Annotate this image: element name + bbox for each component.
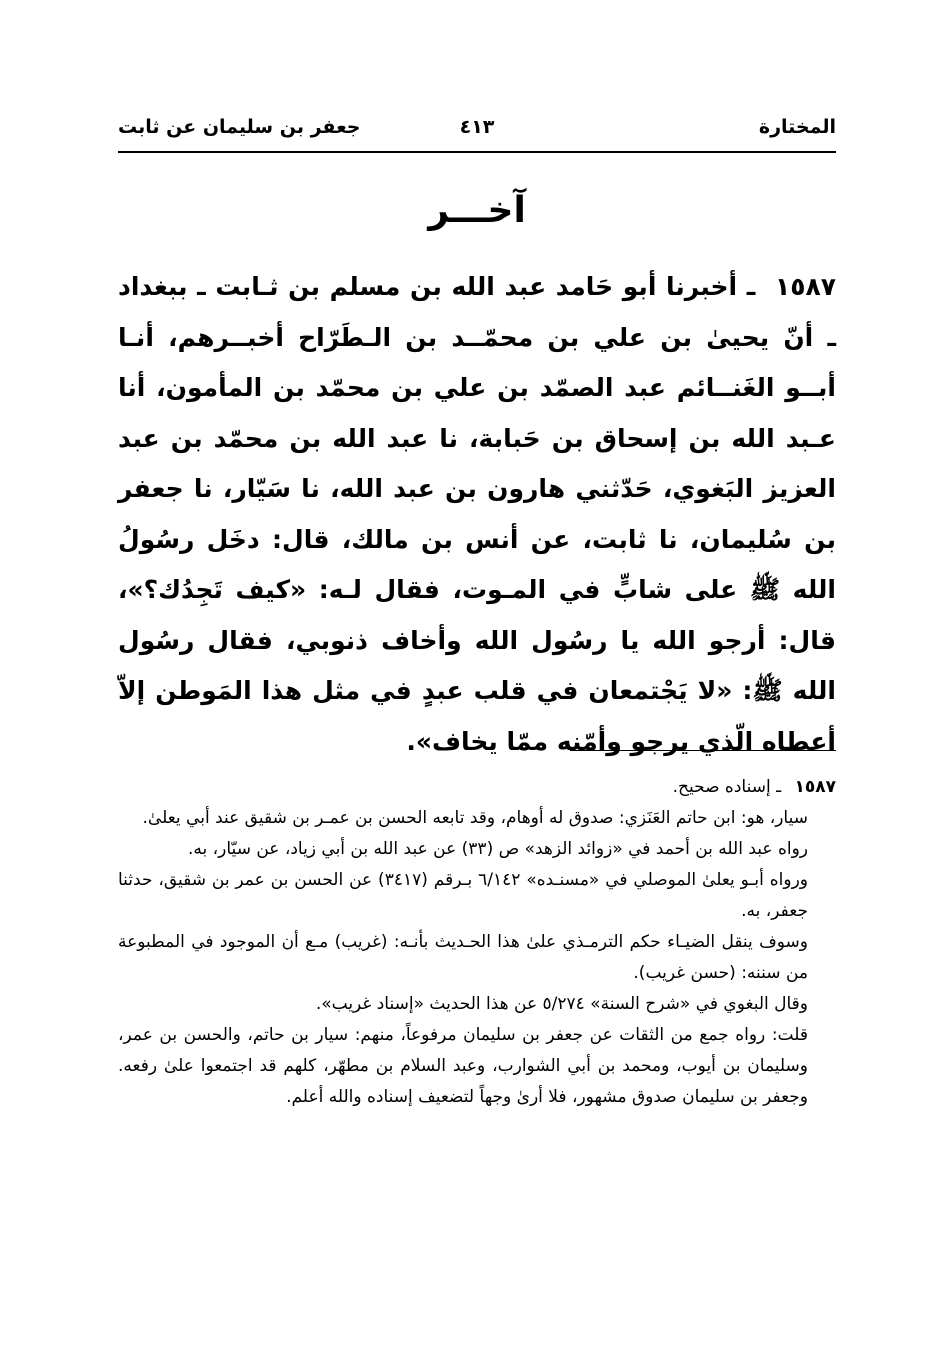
page-number: ٤١٣: [459, 116, 495, 138]
page-header: [118, 112, 836, 148]
footnote-paragraph: وقال البغوي في «شرح السنة» ٥/٢٧٤ عن هذا الحديث «إسناد غريب».: [315, 994, 808, 1014]
section-title: آخـــر: [428, 190, 526, 231]
footnote-divider: [570, 750, 836, 751]
footnote-grading: ـ إسناده صحيح.: [672, 777, 782, 797]
footnote-paragraph: قلت: رواه جمع من الثقات عن جعفر بن سليمان مرفوعاً، منهم: سيار بن حاتم، والحسن بن عمر، وسليمان بن أيوب، ومحمد بن أبي الشوارب، وعبد السلام بن مطهّر، كلهم قد اجتمعوا علىٰ رفعه. وجعفر بن سليمان صدوق مشهور، فلا أرىٰ وجهاً لتضعيف إسناده والله أعلم.: [118, 1025, 808, 1107]
footnote-paragraph: رواه عبد الله بن أحمد في «زوائد الزهد» ص (٣٣) عن عبد الله بن أبي زياد، عن سيّار، به.: [188, 839, 808, 859]
hadith-number: ١٥٨٧: [774, 272, 836, 301]
footnote-number: ١٥٨٧: [794, 777, 836, 797]
chapter-name: جعفر بن سليمان عن ثابت: [118, 116, 361, 138]
header-divider: [118, 151, 836, 153]
hadith-text-block: [118, 262, 836, 767]
footnote-paragraph: سيار، هو: ابن حاتم العَنَزي: صدوق له أوهام، وقد تابعه الحسن بن عمـر بن شقيق عند أبي يعلىٰ.: [142, 808, 808, 828]
footnote-paragraph: وسوف ينقل الضيـاء حكم الترمـذي علىٰ هذا الحـديث بأنـه: (غريب) مـع أن الموجود في المطبوعة من سننه: (حسن غريب).: [118, 932, 808, 983]
footnote-heading: [118, 772, 836, 803]
hadith-body: ـ أخبرنا أبو حَامد عبد الله بن مسلم بن ثـابت ـ ببغداد ـ أنّ يحيىٰ بن علي بن محمّــد بن الـطَرّاح أخبــرهم، أنـا أبــو الغَنــائم عبد الصمّد بن علي بن محمّد بن المأمون، أنا عـبد الله بن إسحاق بن حَبابة، نا عبد الله بن محمّد بن عبد العزيز البَغوي، حَدّثني هارون بن عبد الله، نا سَيّار، نا جعفر بن سُليمان، نا ثابت، عن أنس بن مالك، قال: دخَل رسُولُ الله ﷺ على شابٍّ في المـوت، فقال لـه: «كيف تَجِدُك؟»، قال: أرجو الله يا رسُول الله وأخاف ذنوبي، فقال رسُول الله ﷺ: «لا يَجْتمعان في قلب عبدٍ في مثل هذا المَوطن إلاّ أعطاه الّذي يرجو وأمّنه ممّا يخاف».: [118, 272, 836, 756]
footnotes-block: [118, 772, 836, 1113]
footnote-paragraph: ورواه أبـو يعلىٰ الموصلي في «مسنـده» ٦/١٤٢ بـرقم (٣٤١٧) عن الحسن بن عمر بن شقيق، حدثنا جعفر، به.: [118, 870, 808, 921]
book-title: المختارة: [758, 116, 836, 138]
